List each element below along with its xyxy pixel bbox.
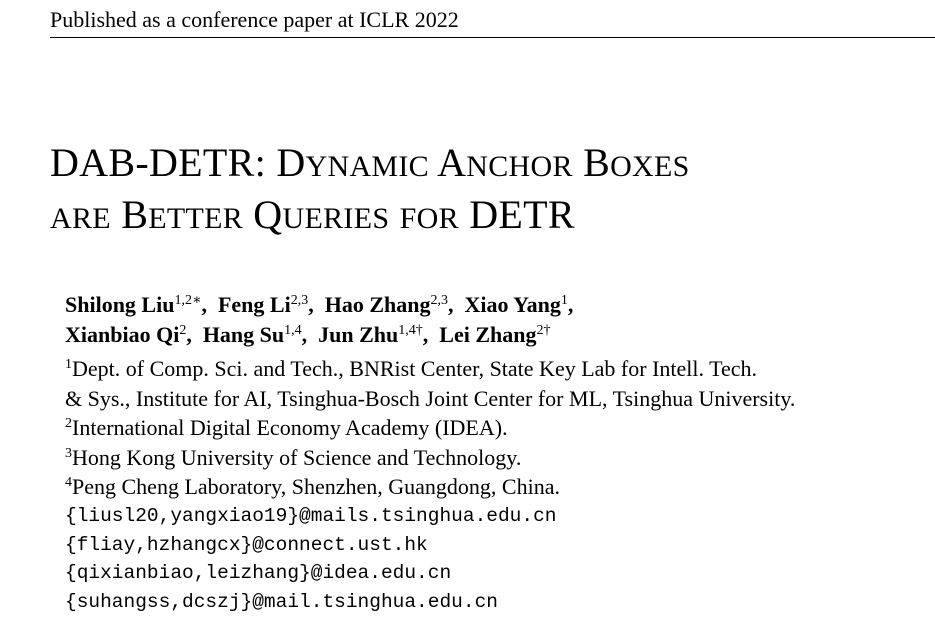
title-segment <box>389 192 399 237</box>
author-list <box>65 290 579 350</box>
affiliation-line <box>65 384 795 414</box>
email-address: {suhangss,dcszj}@mail.tsinghua.edu.cn <box>65 590 498 613</box>
affiliation-mark: 1,4 <box>284 323 302 338</box>
email-list <box>65 502 556 616</box>
title-segment: B <box>572 140 611 185</box>
affiliation-number: 4 <box>65 475 72 490</box>
affiliation-line <box>65 472 795 502</box>
author-row-1: Shilong Liu$^{1,2∗}$, Feng Li$^{2,3}$, Hao Zhang$^{2,3}$, Xiao Yang$^1$, <box>65 292 579 317</box>
author-name: Hao Zhang <box>324 292 431 317</box>
affiliation-number: 2 <box>65 416 72 431</box>
affiliation-text: International Digital Economy Academy (IDEA). <box>72 415 508 440</box>
affiliation-mark: 1 <box>560 293 568 308</box>
title-segment: NCHOR <box>466 150 573 183</box>
title-segment: ETTER <box>148 202 243 235</box>
title-segment: A <box>429 140 467 185</box>
affiliation-mark: 1,2∗ <box>174 293 202 308</box>
email-address: {liusl20,yangxiao19}@mails.tsinghua.edu.cn <box>65 505 557 527</box>
title-segment: DAB-DETR: D <box>50 140 306 185</box>
author-name: Lei Zhang <box>439 322 537 347</box>
affiliation-text: & Sys., Institute for AI, Tsinghua-Bosch Joint Center for ML, Tsinghua University. <box>65 385 796 411</box>
email-address: {fliay,hzhangcx}@connect.ust.hk <box>65 533 428 556</box>
affiliation-number: 3 <box>65 445 72 461</box>
affiliation-mark: 2† <box>536 323 551 338</box>
title-segment: Q <box>243 192 283 237</box>
running-head-text: Published as a conference paper at ICLR 2022 <box>50 7 459 32</box>
affiliation-line <box>65 443 795 473</box>
affiliation-line <box>65 413 795 443</box>
affiliation-mark: 1,4† <box>398 323 423 338</box>
running-header <box>50 5 935 38</box>
title-segment: B <box>110 192 149 237</box>
author-row-2: Xianbiao Qi$^2$, Hang Su$^{1,4}$, Jun Zhu$^{1,4\dagger}$, Lei Zhang$^{2\dagger}$ <box>65 322 551 347</box>
title-segment: DETR <box>458 192 575 237</box>
affiliation-text: Hong Kong University of Science and Technology. <box>72 444 522 470</box>
author-name: Shilong Liu <box>65 292 175 317</box>
affiliation-line <box>65 354 795 384</box>
title-segment: FOR <box>399 202 459 235</box>
title-segment: OXES <box>610 150 690 183</box>
author-name: Feng Li <box>217 292 291 317</box>
title-line-1 <box>50 139 935 191</box>
affiliation-text: Peng Cheng Laboratory, Shenzhen, Guangdong, China. <box>72 474 560 499</box>
affiliation-text: Dept. of Comp. Sci. and Tech., BNRist Center, State Key Lab for Intell. Tech. <box>72 356 758 381</box>
title-segment: YNAMIC <box>305 150 429 183</box>
title-segment: ARE <box>50 202 111 235</box>
affiliation-list <box>65 354 795 502</box>
title-segment: UERIES <box>282 202 390 235</box>
affiliation-number: 1 <box>65 357 72 372</box>
affiliation-mark: 2,3 <box>430 293 448 308</box>
paper-title <box>50 139 935 243</box>
title-line-2 <box>50 191 935 243</box>
affiliation-mark: 2 <box>179 323 187 338</box>
affiliation-mark: 2,3 <box>290 293 309 308</box>
author-name: Xianbiao Qi <box>65 322 180 347</box>
author-name: Xiao Yang <box>464 292 561 317</box>
email-address: {qixianbiao,leizhang}@idea.edu.cn <box>65 562 452 584</box>
author-name: Jun Zhu <box>318 322 399 347</box>
author-name: Hang Su <box>202 322 285 347</box>
